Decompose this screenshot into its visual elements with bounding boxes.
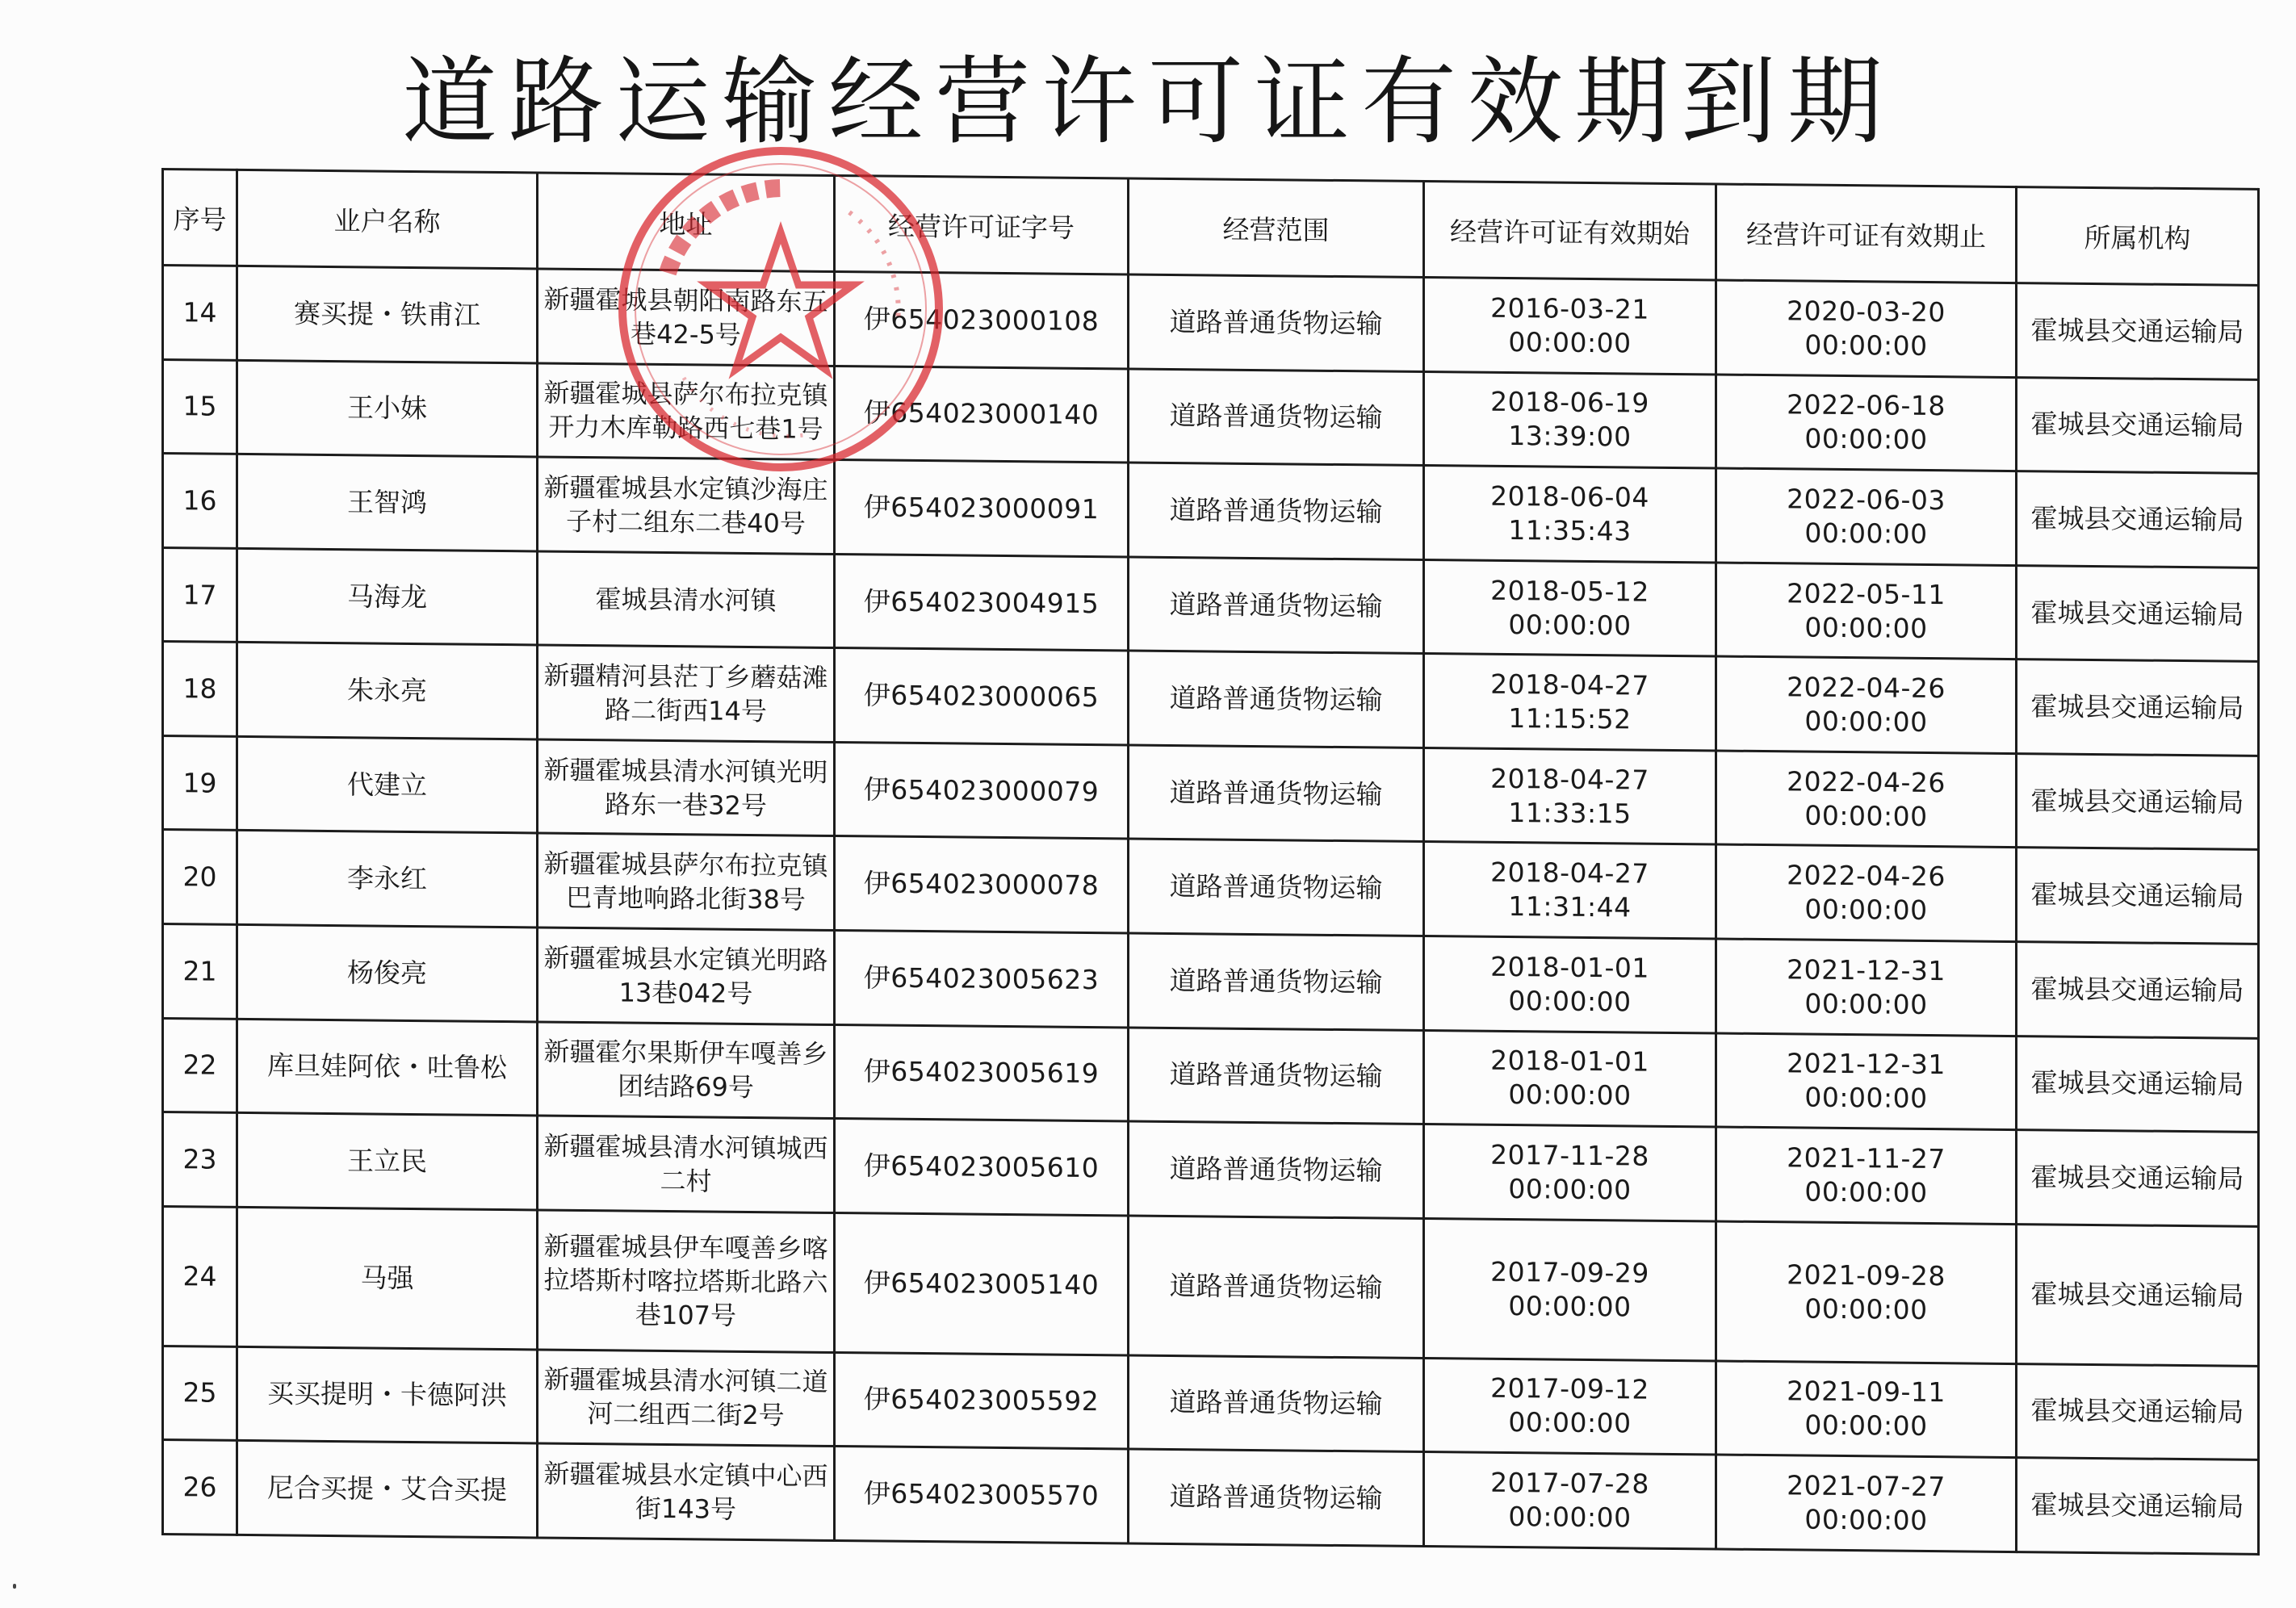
cell-address: 霍城县清水河镇 (538, 551, 835, 648)
cell-scope: 道路普通货物运输 (1129, 1121, 1424, 1218)
cell-scope: 道路普通货物运输 (1129, 1355, 1424, 1452)
cell-org: 霍城县交通运输局 (2017, 565, 2259, 661)
cell-license: 伊654023000091 (835, 460, 1129, 557)
header-license: 经营许可证字号 (835, 176, 1129, 274)
cell-org: 霍城县交通运输局 (2017, 1224, 2259, 1366)
cell-scope: 道路普通货物运输 (1129, 839, 1424, 936)
document-title: 道路运输经营许可证有效期到期 (401, 46, 1894, 157)
cell-start: 2018-06-19 13:39:00 (1424, 371, 1716, 468)
table-container (161, 168, 2257, 1556)
cell-end: 2022-05-11 00:00:00 (1716, 563, 2017, 660)
cell-scope: 道路普通货物运输 (1129, 1216, 1424, 1358)
table-body (163, 266, 2259, 1555)
cell-start: 2017-09-29 00:00:00 (1424, 1218, 1716, 1360)
cell-start: 2018-01-01 00:00:00 (1424, 936, 1716, 1033)
cell-scope: 道路普通货物运输 (1129, 745, 1424, 842)
header-end: 经营许可证有效期止 (1716, 184, 2017, 283)
header-name: 业户名称 (237, 170, 538, 269)
cell-address: 新疆精河县茫丁乡蘑菇滩路二街西14号 (538, 645, 835, 742)
cell-end: 2022-04-26 00:00:00 (1716, 656, 2017, 753)
cell-start: 2017-09-12 00:00:00 (1424, 1358, 1716, 1455)
cell-no: 25 (163, 1346, 237, 1440)
cell-scope: 道路普通货物运输 (1129, 274, 1424, 371)
cell-end: 2021-11-27 00:00:00 (1716, 1127, 2017, 1224)
cell-start: 2018-04-27 11:31:44 (1424, 842, 1716, 939)
cell-scope: 道路普通货物运输 (1129, 933, 1424, 1030)
cell-no: 22 (163, 1018, 237, 1112)
cell-start: 2018-06-04 11:35:43 (1424, 466, 1716, 563)
cell-org: 霍城县交通运输局 (2017, 660, 2259, 756)
cell-end: 2022-06-18 00:00:00 (1716, 375, 2017, 471)
cell-start: 2016-03-21 00:00:00 (1424, 278, 1716, 375)
cell-no: 18 (163, 642, 237, 736)
cell-name: 李永红 (237, 831, 538, 928)
cell-end: 2021-12-31 00:00:00 (1716, 1033, 2017, 1130)
cell-name: 王立民 (237, 1113, 538, 1210)
cell-name: 库旦娃阿依・吐鲁松 (237, 1019, 538, 1116)
cell-address: 新疆霍城县萨尔布拉克镇开力木库勒路西七巷1号 (538, 363, 835, 460)
cell-start: 2017-07-28 00:00:00 (1424, 1452, 1716, 1549)
cell-license: 伊654023005623 (835, 931, 1129, 1028)
cell-org: 霍城县交通运输局 (2017, 471, 2259, 567)
header-scope: 经营范围 (1129, 178, 1424, 278)
cell-name: 王小妹 (237, 360, 538, 457)
cell-start: 2018-04-27 11:33:15 (1424, 747, 1716, 844)
cell-scope: 道路普通货物运输 (1129, 1449, 1424, 1546)
cell-license: 伊654023005140 (835, 1212, 1129, 1355)
cell-scope: 道路普通货物运输 (1129, 651, 1424, 747)
cell-scope: 道路普通货物运输 (1129, 463, 1424, 559)
cell-name: 尼合买提・艾合买提 (237, 1441, 538, 1538)
header-address: 地址 (538, 173, 835, 272)
cell-no: 14 (163, 266, 237, 360)
cell-org: 霍城县交通运输局 (2017, 1036, 2259, 1132)
scan-speck (13, 1584, 16, 1589)
cell-license: 伊654023000140 (835, 366, 1129, 463)
cell-org: 霍城县交通运输局 (2017, 377, 2259, 473)
cell-name: 赛买提・铁甫江 (237, 266, 538, 362)
cell-no: 23 (163, 1112, 237, 1207)
cell-end: 2021-07-27 00:00:00 (1716, 1455, 2017, 1551)
cell-name: 马强 (237, 1207, 538, 1349)
cell-no: 21 (163, 924, 237, 1019)
cell-address: 新疆霍城县水定镇沙海庄子村二组东二巷40号 (538, 457, 835, 554)
cell-license: 伊654023005570 (835, 1447, 1129, 1543)
cell-end: 2021-12-31 00:00:00 (1716, 939, 2017, 1036)
cell-address: 新疆霍城县水定镇光明路13巷042号 (538, 928, 835, 1024)
cell-name: 买买提明・卡德阿洪 (237, 1346, 538, 1443)
cell-license: 伊654023004915 (835, 554, 1129, 651)
table-row (163, 1440, 2259, 1555)
cell-start: 2018-04-27 11:15:52 (1424, 654, 1716, 751)
cell-scope: 道路普通货物运输 (1129, 369, 1424, 466)
cell-end: 2022-06-03 00:00:00 (1716, 468, 2017, 565)
cell-org: 霍城县交通运输局 (2017, 283, 2259, 379)
cell-address: 新疆霍城县萨尔布拉克镇巴青地响路北街38号 (538, 833, 835, 930)
cell-org: 霍城县交通运输局 (2017, 1458, 2259, 1555)
cell-address: 新疆霍城县水定镇中心西街143号 (538, 1443, 835, 1540)
cell-name: 马海龙 (237, 548, 538, 645)
cell-address: 新疆霍城县朝阳南路东五巷42-5号 (538, 269, 835, 366)
cell-address: 新疆霍尔果斯伊车嘎善乡团结路69号 (538, 1022, 835, 1119)
license-expiry-table (161, 168, 2260, 1556)
header-org: 所属机构 (2017, 187, 2259, 286)
cell-no: 16 (163, 454, 237, 548)
cell-no: 17 (163, 547, 237, 642)
cell-license: 伊654023000108 (835, 272, 1129, 369)
table-row (163, 1206, 2259, 1366)
cell-scope: 道路普通货物运输 (1129, 1028, 1424, 1124)
cell-org: 霍城县交通运输局 (2017, 1363, 2259, 1459)
cell-no: 19 (163, 735, 237, 830)
cell-start: 2018-01-01 00:00:00 (1424, 1030, 1716, 1127)
cell-license: 伊654023005592 (835, 1352, 1129, 1449)
header-no: 序号 (163, 170, 237, 266)
cell-end: 2021-09-28 00:00:00 (1716, 1221, 2017, 1363)
cell-org: 霍城县交通运输局 (2017, 753, 2259, 849)
cell-name: 杨俊亮 (237, 924, 538, 1021)
cell-name: 王智鸿 (237, 454, 538, 551)
cell-license: 伊654023000079 (835, 742, 1129, 839)
cell-license: 伊654023005610 (835, 1119, 1129, 1216)
cell-name: 代建立 (237, 736, 538, 833)
cell-no: 24 (163, 1206, 237, 1346)
cell-org: 霍城县交通运输局 (2017, 1130, 2259, 1226)
cell-start: 2017-11-28 00:00:00 (1424, 1124, 1716, 1221)
cell-end: 2022-04-26 00:00:00 (1716, 751, 2017, 848)
cell-license: 伊654023005619 (835, 1024, 1129, 1121)
cell-address: 新疆霍城县清水河镇二道河二组西二街2号 (538, 1350, 835, 1447)
cell-end: 2021-09-11 00:00:00 (1716, 1361, 2017, 1458)
cell-address: 新疆霍城县清水河镇城西二村 (538, 1116, 835, 1212)
header-start: 经营许可证有效期始 (1424, 182, 1716, 280)
cell-org: 霍城县交通运输局 (2017, 848, 2259, 944)
cell-end: 2022-04-26 00:00:00 (1716, 844, 2017, 941)
cell-scope: 道路普通货物运输 (1129, 557, 1424, 654)
cell-no: 15 (163, 359, 237, 454)
cell-no: 20 (163, 830, 237, 924)
cell-start: 2018-05-12 00:00:00 (1424, 559, 1716, 656)
cell-end: 2020-03-20 00:00:00 (1716, 280, 2017, 377)
cell-license: 伊654023000078 (835, 836, 1129, 933)
cell-org: 霍城县交通运输局 (2017, 942, 2259, 1038)
cell-name: 朱永亮 (237, 643, 538, 739)
cell-address: 新疆霍城县清水河镇光明路东一巷32号 (538, 739, 835, 836)
cell-license: 伊654023000065 (835, 648, 1129, 745)
cell-address: 新疆霍城县伊车嘎善乡喀拉塔斯村喀拉塔斯北路六巷107号 (538, 1210, 835, 1352)
cell-no: 26 (163, 1440, 237, 1535)
